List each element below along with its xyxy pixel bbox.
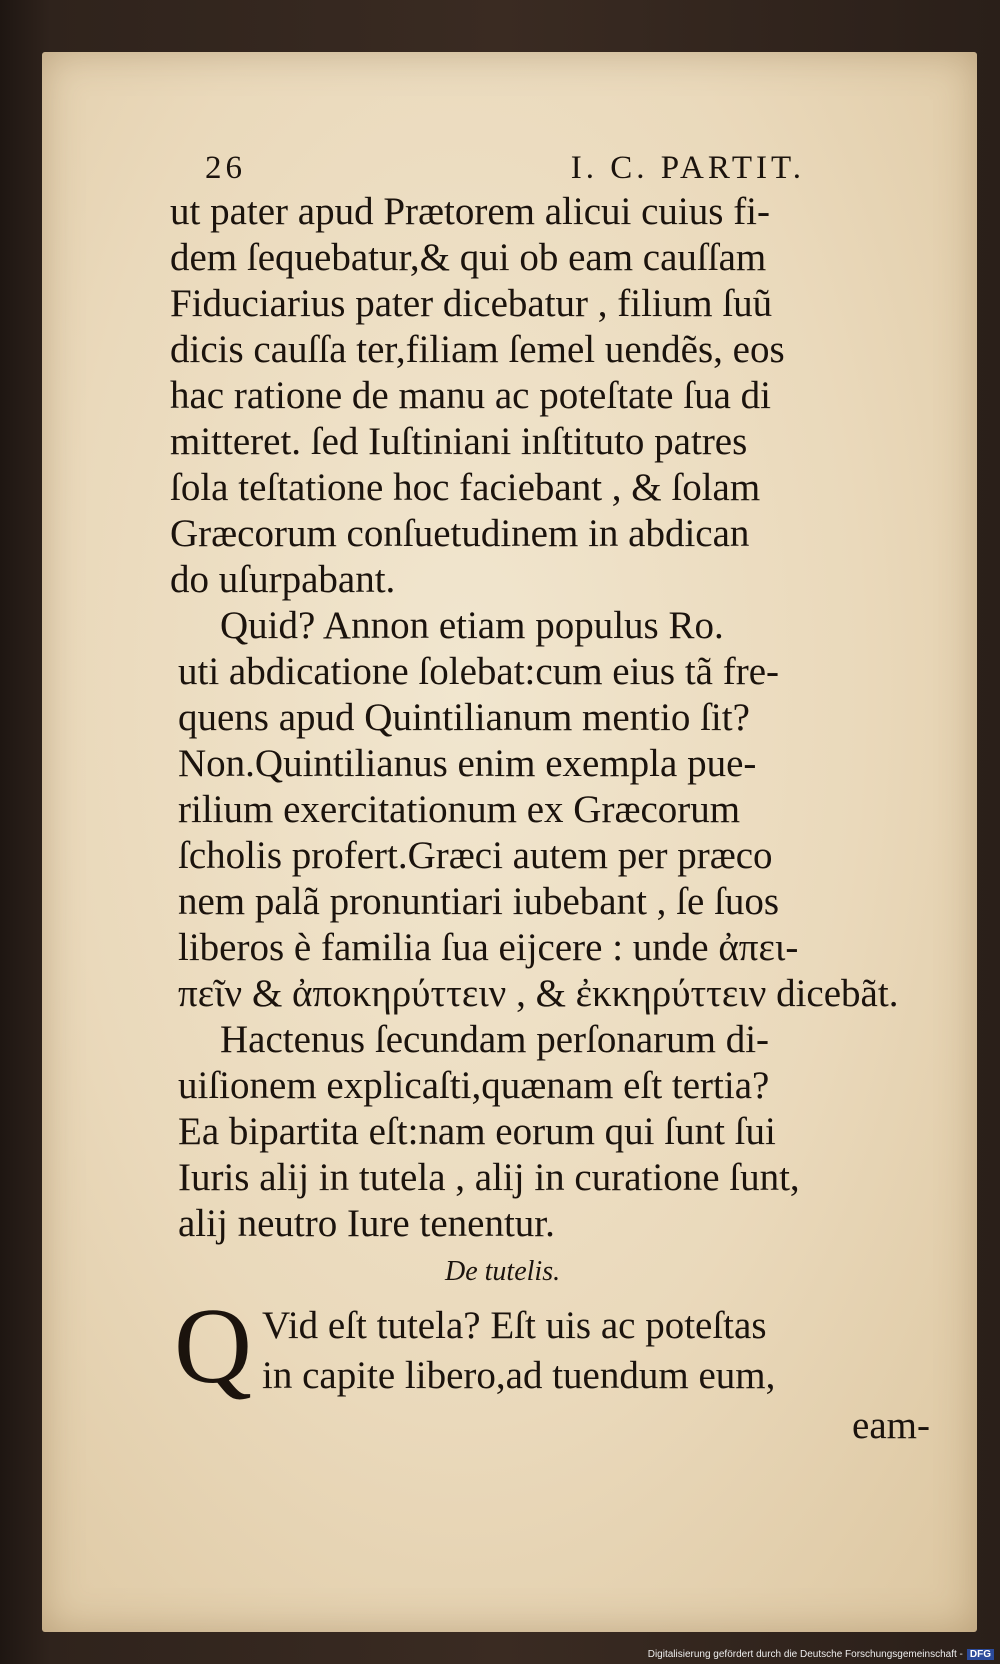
running-header	[205, 150, 805, 187]
page-text	[170, 150, 930, 1451]
digitization-credit	[648, 1649, 994, 1660]
text-line: in capite libero,ad tuendum eum,	[262, 1354, 776, 1397]
text-line: Fiduciarius pater dicebatur , filium ſuũ	[170, 282, 773, 325]
credit-text: Digitalisierung gefördert durch die Deutsche Forschungsgemeinschaft -	[647, 1649, 963, 1660]
section-title: De tutelis.	[445, 1256, 561, 1287]
catchword: eam-	[852, 1404, 930, 1447]
text-line: rilium exercitationum ex Græcorum	[178, 788, 741, 831]
text-line: Non.Quintilianus enim exempla pue-	[178, 742, 757, 785]
paragraph-4	[170, 1287, 930, 1451]
text-line: Hactenus ſecundam perſonarum di-	[220, 1018, 770, 1061]
text-line: mitteret. ſed Iuſtiniani inſtituto patres	[170, 420, 748, 463]
text-line: alij neutro Iure tenentur.	[178, 1202, 555, 1245]
text-line: Quid? Annon etiam populus Ro.	[220, 604, 724, 647]
text-line: Vid eſt tutela? Eſt uis ac poteſtas	[262, 1304, 767, 1347]
text-line: dem ſequebatur,& qui ob eam cauſſam	[170, 236, 767, 279]
text-line: Iuris alij in tutela , alij in curatione ſunt,	[178, 1156, 800, 1199]
text-line: ut pater apud Prætorem alicui cuius fi-	[170, 190, 771, 233]
text-line: uiſionem explicaſti,quænam eſt tertia?	[178, 1064, 770, 1107]
dfg-logo: DFG	[967, 1649, 994, 1660]
text-line: nem palã pronuntiari iubebant , ſe ſuos	[178, 880, 780, 923]
drop-cap: Q	[174, 1287, 252, 1406]
text-line: dicis cauſſa ter,filiam ſemel uendẽs, eos	[170, 328, 785, 371]
text-line: ſola teſtatione hoc faciebant , & ſolam	[170, 466, 761, 509]
text-line: ſcholis profert.Græci autem per præco	[178, 834, 773, 877]
page-number: 26	[205, 150, 246, 186]
text-line: Græcorum conſuetudinem in abdican	[170, 512, 750, 555]
text-line: Ea bipartita eſt:nam eorum qui ſunt ſui	[178, 1110, 776, 1153]
running-title: I. C. PARTIT.	[570, 150, 805, 186]
text-line: liberos è familia ſua eijcere : unde ἀπει-	[178, 926, 799, 969]
text-line: do uſurpabant.	[170, 558, 396, 601]
text-line: πεῖν & ἀποκηρύττειν , & ἐκκηρύττειν dicebãt.	[178, 972, 899, 1015]
paragraph-2	[170, 603, 930, 1017]
paragraph-3	[170, 1017, 930, 1247]
text-line: quens apud Quintilianum mentio ſit?	[178, 696, 750, 739]
paragraph-1	[170, 189, 930, 603]
text-line: hac ratione de manu ac poteſtate ſua di	[170, 374, 771, 417]
text-line: uti abdicatione ſolebat:cum eius tã fre-	[178, 650, 780, 693]
